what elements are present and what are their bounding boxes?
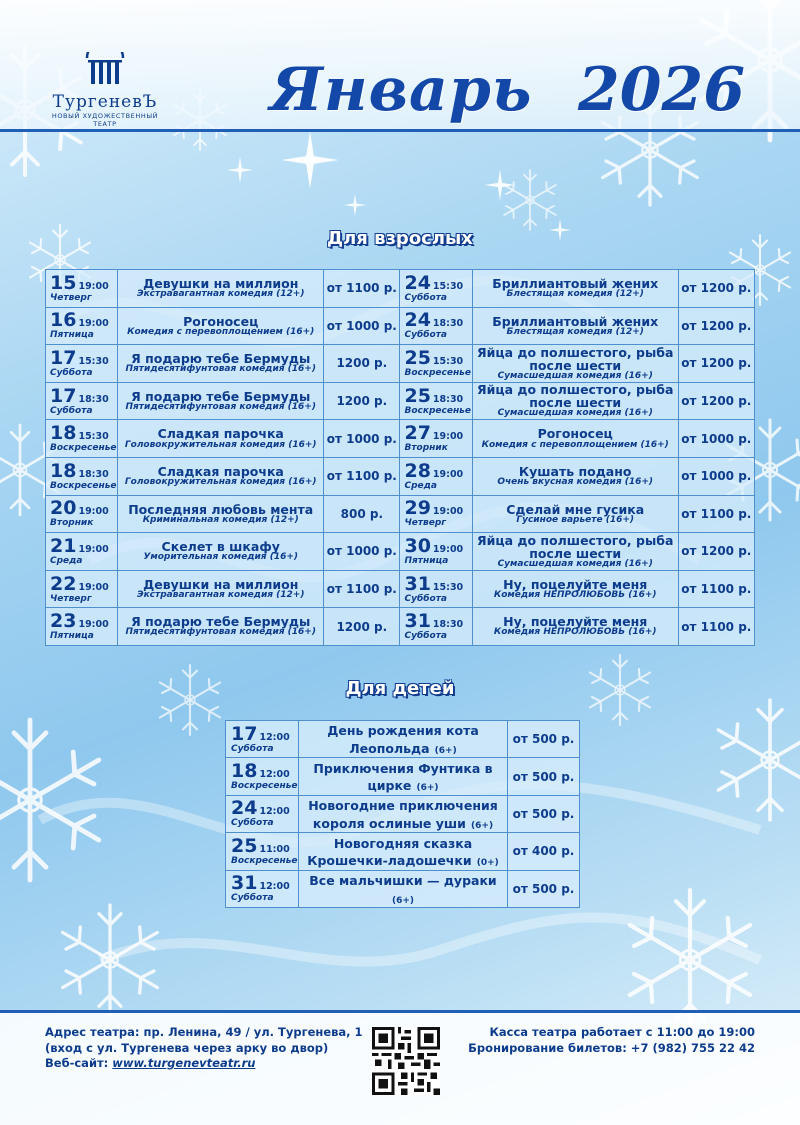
weekday: Суббота: [231, 893, 274, 904]
show-title-cell: [118, 533, 324, 571]
theatre-name: ТургеневЪ: [52, 92, 158, 112]
table-row: [46, 307, 755, 345]
show-title: Ну, поцелуйте меня: [503, 576, 648, 592]
show-title: Бриллиантовый жених: [492, 313, 659, 329]
day-number: 27: [404, 422, 431, 445]
price-cell: от 1000 р.: [678, 457, 754, 495]
show-genre: Комедия НЕПРОЛЮБОВЬ (16+): [493, 627, 657, 638]
date-cell: [46, 345, 118, 383]
weekday: Среда: [50, 555, 83, 566]
show-title-cell: [472, 570, 678, 608]
table-row: [46, 570, 755, 608]
show-title: Приключения Фунтика в цирке: [313, 760, 493, 794]
show-genre: Головокружительная комедия (16+): [124, 477, 317, 488]
day-number: 28: [404, 459, 431, 482]
date-cell: [226, 721, 299, 758]
day-number: 18: [50, 422, 77, 445]
date-cell: [400, 345, 472, 383]
show-time: 19:00: [78, 581, 109, 593]
show-genre: Экстравагантная комедия (12+): [136, 589, 305, 600]
show-title-cell: [118, 608, 324, 646]
kids-section-title: Для детей: [345, 678, 455, 699]
table-row: [226, 833, 580, 870]
show-title: Рогоносец: [537, 426, 613, 442]
date-cell: [226, 870, 299, 907]
show-title-cell: [472, 533, 678, 571]
date-cell: [46, 533, 118, 571]
address-line-1: Адрес театра: пр. Ленина, 49 / ул. Тургенева, 1: [45, 1025, 363, 1039]
show-time: 19:00: [78, 619, 109, 631]
table-row: [226, 721, 580, 758]
weekday: Пятница: [404, 555, 449, 566]
show-genre: Комедия с перевоплощением (16+): [127, 326, 315, 337]
day-number: 24: [231, 797, 258, 820]
show-time: 19:00: [78, 280, 109, 292]
show-title: Новогодняя сказка Крошечки-ладошечки: [307, 835, 473, 869]
weekday: Вторник: [50, 518, 94, 529]
show-title: Яйца до полшестого, рыба после шести: [476, 344, 674, 373]
show-time: 15:30: [432, 355, 464, 367]
price-cell: от 1100 р.: [324, 270, 400, 308]
logo-columns-icon: [83, 52, 127, 86]
show-title-cell: [472, 495, 678, 533]
price-cell: от 1100 р.: [678, 495, 754, 533]
day-number: 23: [50, 610, 77, 633]
show-genre: Криминальная комедия (12+): [142, 514, 299, 525]
price-cell: от 1000 р.: [324, 307, 400, 345]
show-title: Кушать подано: [518, 463, 632, 479]
show-title: Последняя любовь мента: [128, 501, 314, 517]
price-cell: от 400 р.: [508, 833, 580, 870]
show-genre: Блестящая комедия (12+): [506, 326, 644, 337]
show-title-cell: [118, 570, 324, 608]
show-time: 12:00: [259, 731, 290, 743]
price-cell: от 1200 р.: [678, 307, 754, 345]
day-number: 25: [231, 834, 258, 857]
table-row: [46, 382, 755, 420]
show-time: 18:30: [78, 393, 109, 405]
show-genre: Гусиное варьете (16+): [516, 514, 635, 525]
show-title: Я подарю тебе Бермуды: [131, 388, 311, 404]
weekday: Четверг: [404, 518, 447, 529]
weekday: Воскресенье: [404, 367, 471, 378]
weekday: Суббота: [231, 818, 274, 829]
show-title-cell: [472, 307, 678, 345]
date-cell: [46, 307, 118, 345]
year-title: 2026: [578, 55, 745, 125]
price-cell: от 1000 р.: [324, 533, 400, 571]
price-cell: от 1000 р.: [324, 420, 400, 458]
date-cell: [400, 533, 472, 571]
show-title-cell: [299, 870, 508, 907]
show-time: 18:30: [78, 468, 109, 480]
show-title-cell: [118, 457, 324, 495]
day-number: 20: [50, 497, 77, 520]
price-cell: 800 р.: [324, 495, 400, 533]
show-title: Скелет в шкафу: [161, 539, 280, 555]
day-number: 24: [404, 271, 431, 294]
date-cell: [46, 382, 118, 420]
table-row: [46, 420, 755, 458]
show-time: 19:00: [432, 431, 464, 443]
weekday: Воскресенье: [50, 480, 117, 491]
table-row: [46, 608, 755, 646]
day-number: 29: [404, 497, 431, 520]
show-genre: Пятидесятифунтовая комедия (16+): [125, 401, 316, 412]
day-number: 18: [231, 760, 258, 783]
show-time: 12:00: [259, 881, 290, 893]
age-rating: (0+): [476, 858, 499, 869]
table-row: [226, 758, 580, 795]
show-genre: Очень вкусная комедия (16+): [497, 477, 654, 488]
show-time: 15:30: [432, 280, 464, 292]
adults-schedule-table: [45, 269, 755, 646]
show-genre: Сумасшедшая комедия (16+): [497, 408, 653, 419]
show-genre: Экстравагантная комедия (12+): [136, 289, 305, 300]
show-title-cell: [118, 420, 324, 458]
date-cell: [400, 570, 472, 608]
weekday: Суббота: [50, 367, 93, 378]
date-cell: [226, 758, 299, 795]
table-row: [46, 457, 755, 495]
weekday: Воскресенье: [231, 855, 298, 866]
date-cell: [400, 307, 472, 345]
show-title: Все мальчишки — дураки: [309, 873, 497, 889]
price-cell: от 1200 р.: [678, 270, 754, 308]
price-cell: от 500 р.: [508, 721, 580, 758]
box-office-hours: Касса театра работает с 11:00 до 19:00: [489, 1025, 755, 1039]
show-genre: Сумасшедшая комедия (16+): [497, 370, 653, 381]
day-number: 31: [404, 572, 431, 595]
show-time: 15:30: [78, 355, 109, 367]
show-title-cell: [472, 608, 678, 646]
weekday: Воскресенье: [231, 781, 298, 792]
theatre-logo: [40, 52, 170, 128]
show-genre: Блестящая комедия (12+): [506, 289, 644, 300]
date-cell: [46, 270, 118, 308]
show-title: Девушки на миллион: [143, 576, 299, 592]
show-time: 19:00: [78, 318, 109, 330]
show-title-cell: [472, 382, 678, 420]
show-genre: Пятидесятифунтовая комедия (16+): [125, 627, 316, 638]
show-title-cell: [118, 270, 324, 308]
table-row: [226, 870, 580, 907]
show-time: 18:30: [432, 619, 464, 631]
day-number: 17: [50, 384, 77, 407]
booking-phone[interactable]: Бронирование билетов: +7 (982) 755 22 42: [468, 1040, 755, 1055]
footer-contacts: [445, 1025, 755, 1056]
price-cell: от 500 р.: [508, 870, 580, 907]
day-number: 18: [50, 459, 77, 482]
date-cell: [400, 608, 472, 646]
date-cell: [400, 270, 472, 308]
show-title: Ну, поцелуйте меня: [503, 614, 648, 630]
table-row: [46, 495, 755, 533]
show-title-cell: [472, 345, 678, 383]
adults-section-title: Для взрослых: [327, 228, 473, 249]
show-title-cell: [472, 420, 678, 458]
website-label: Веб-сайт:: [45, 1056, 109, 1071]
age-rating: (6+): [416, 783, 439, 794]
day-number: 31: [231, 872, 258, 895]
show-time: 15:30: [78, 431, 109, 443]
show-title: Бриллиантовый жених: [492, 276, 659, 292]
weekday: Суббота: [231, 743, 274, 754]
weekday: Четверг: [50, 593, 92, 604]
date-cell: [226, 795, 299, 832]
website-link[interactable]: www.turgenevteatr.ru: [112, 1056, 256, 1071]
price-cell: от 1200 р.: [678, 345, 754, 383]
day-number: 16: [50, 309, 77, 332]
show-genre: Головокружительная комедия (16+): [124, 439, 317, 450]
show-time: 15:30: [432, 581, 464, 593]
show-title-cell: [118, 307, 324, 345]
month-title: Январь: [270, 55, 533, 125]
day-number: 17: [50, 346, 77, 369]
show-time: 12:00: [259, 769, 290, 781]
website-row: [45, 1056, 365, 1072]
date-cell: [46, 608, 118, 646]
show-title: Сладкая парочка: [157, 463, 284, 479]
theatre-subtitle: НОВЫЙ ХУДОЖЕСТВЕННЫЙ ТЕАТР: [51, 112, 159, 128]
weekday: Суббота: [404, 292, 447, 303]
show-time: 19:00: [432, 543, 464, 555]
show-time: 12:00: [259, 806, 290, 818]
show-time: 18:30: [432, 318, 464, 330]
show-time: 19:00: [78, 506, 109, 518]
show-title-cell: [118, 495, 324, 533]
show-title: Я подарю тебе Бермуды: [131, 614, 311, 630]
table-row: [46, 533, 755, 571]
day-number: 30: [404, 534, 431, 557]
show-title-cell: [299, 721, 508, 758]
date-cell: [46, 495, 118, 533]
show-title-cell: [118, 382, 324, 420]
date-cell: [46, 570, 118, 608]
date-cell: [226, 833, 299, 870]
day-number: 24: [404, 309, 431, 332]
day-number: 25: [404, 384, 431, 407]
show-title-cell: [118, 345, 324, 383]
show-genre: Комедия НЕПРОЛЮБОВЬ (16+): [493, 589, 657, 600]
show-title: Девушки на миллион: [143, 276, 299, 292]
show-time: 11:00: [259, 843, 290, 855]
age-rating: (6+): [434, 746, 457, 757]
price-cell: 1200 р.: [324, 382, 400, 420]
price-cell: от 1100 р.: [678, 608, 754, 646]
footer-address: [45, 1025, 365, 1072]
show-title-cell: [299, 795, 508, 832]
address-line-2: (вход с ул. Тургенева через арку во двор): [45, 1040, 329, 1055]
show-title: Сделай мне гусика: [506, 501, 645, 517]
show-time: 19:00: [78, 543, 109, 555]
table-row: [46, 345, 755, 383]
show-title: Я подарю тебе Бермуды: [131, 351, 311, 367]
day-number: 17: [231, 722, 258, 745]
show-title-cell: [472, 270, 678, 308]
weekday: Суббота: [404, 330, 447, 341]
price-cell: от 1200 р.: [678, 533, 754, 571]
show-title: День рождения кота Леопольда: [327, 723, 479, 757]
date-cell: [400, 382, 472, 420]
show-title: Рогоносец: [183, 313, 259, 329]
show-genre: Уморительная комедия (16+): [143, 552, 299, 563]
table-row: [226, 795, 580, 832]
weekday: Воскресенье: [50, 443, 117, 454]
show-genre: Комедия с перевоплощением (16+): [481, 439, 669, 450]
show-title: Яйца до полшестого, рыба после шести: [476, 532, 674, 561]
show-title-cell: [299, 833, 508, 870]
weekday: Суббота: [404, 593, 447, 604]
day-number: 15: [50, 271, 77, 294]
price-cell: от 500 р.: [508, 758, 580, 795]
weekday: Среда: [404, 480, 437, 491]
weekday: Суббота: [50, 405, 93, 416]
weekday: Пятница: [50, 330, 94, 341]
show-genre: Сумасшедшая комедия (16+): [497, 558, 653, 569]
price-cell: от 1000 р.: [678, 420, 754, 458]
weekday: Пятница: [50, 631, 94, 642]
show-title: Яйца до полшестого, рыба после шести: [476, 382, 674, 411]
weekday: Вторник: [404, 443, 448, 454]
date-cell: [46, 420, 118, 458]
day-number: 22: [50, 572, 77, 595]
kids-schedule-table: [225, 720, 580, 908]
price-cell: от 1100 р.: [324, 457, 400, 495]
day-number: 21: [50, 534, 77, 557]
age-rating: (6+): [391, 895, 415, 906]
day-number: 31: [404, 610, 431, 633]
price-cell: от 1100 р.: [324, 570, 400, 608]
weekday: Четверг: [50, 292, 92, 303]
show-genre: Пятидесятифунтовая комедия (16+): [125, 364, 316, 375]
price-cell: 1200 р.: [324, 608, 400, 646]
price-cell: 1200 р.: [324, 345, 400, 383]
date-cell: [400, 457, 472, 495]
show-time: 19:00: [432, 506, 464, 518]
date-cell: [46, 457, 118, 495]
weekday: Воскресенье: [404, 405, 471, 416]
price-cell: от 1200 р.: [678, 382, 754, 420]
show-time: 19:00: [432, 468, 464, 480]
weekday: Суббота: [404, 631, 447, 642]
show-title-cell: [299, 758, 508, 795]
date-cell: [400, 420, 472, 458]
day-number: 25: [404, 346, 431, 369]
show-title: Сладкая парочка: [157, 426, 284, 442]
qr-code-icon: [372, 1027, 440, 1095]
price-cell: от 500 р.: [508, 795, 580, 832]
show-time: 18:30: [432, 393, 464, 405]
date-cell: [400, 495, 472, 533]
table-row: [46, 270, 755, 308]
age-rating: (6+): [471, 820, 494, 831]
show-title-cell: [472, 457, 678, 495]
price-cell: от 1100 р.: [678, 570, 754, 608]
show-title: Новогодние приключения короля ослиные уши: [308, 798, 498, 831]
